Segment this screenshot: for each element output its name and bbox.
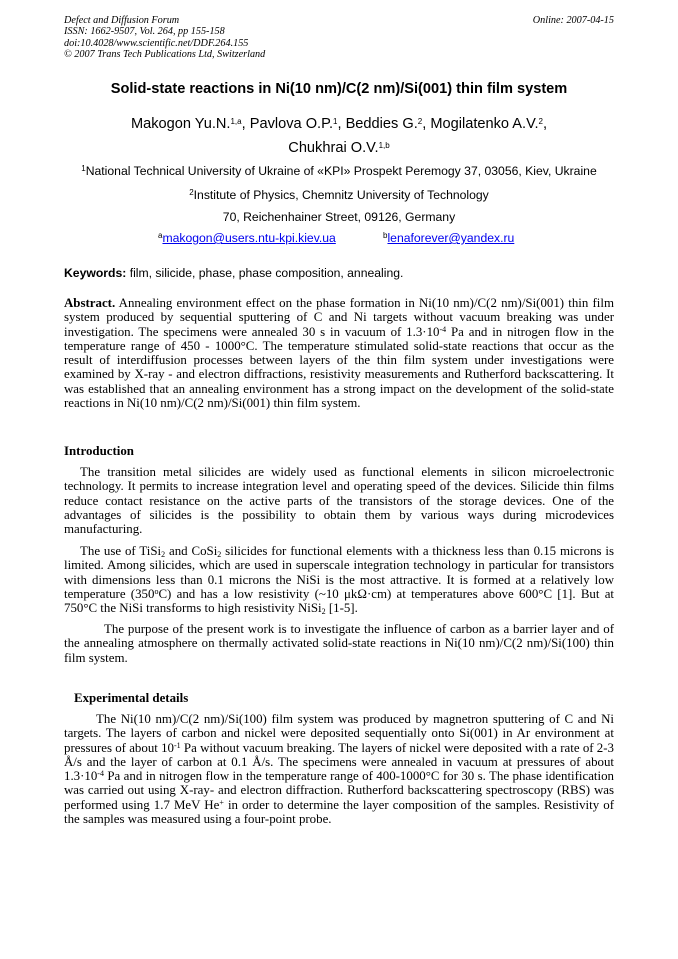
subscript: 2 <box>161 550 166 559</box>
text-run: [1-5]. <box>325 601 358 616</box>
author-name: Chukhrai O.V. <box>288 140 379 156</box>
keywords-label: Keywords: <box>64 266 127 280</box>
author-name: Makogon Yu.N. <box>130 116 231 132</box>
affiliation-2 <box>64 188 614 202</box>
text-run: silicides for functional elements with a thickness less than 0.15 microns is limited. Among silicides, which are used in superscale integration technology in particular for transistors with dimensions less than 0.1 microns the NiSi is the most attractive. It is formed at a relatively low temperature (350 <box>64 544 615 601</box>
author-affil-mark: 2 <box>538 117 543 126</box>
author-affil-mark: 1,b <box>378 141 390 150</box>
author-name: , Pavlova O.P. <box>241 116 334 132</box>
author-name: , Mogilatenko A.V. <box>422 116 539 132</box>
keywords <box>64 266 403 280</box>
doi-line: doi:10.4028/www.scientific.net/DDF.264.155 <box>64 37 249 49</box>
email-link-a[interactable]: makogon@users.ntu-kpi.kiev.ua <box>162 231 336 245</box>
text-run: The use of TiSi <box>80 544 162 558</box>
affil-text: Institute of Physics, Chemnitz University of Technology <box>193 188 489 202</box>
affil-mark: 2 <box>189 188 194 197</box>
email-b[interactable] <box>383 231 514 245</box>
subscript: 2 <box>321 607 326 617</box>
affiliation-2-address: 70, Reichenhainer Street, 09126, Germany <box>222 210 456 224</box>
text-run: The Ni(10 nm)/C(2 nm)/Si(100) film system was produced by magnetron sputtering of C and Ni targets. The layers of carbon and nickel were deposited sequentially onto Si(001) in Ar environment at pressures of about 10 <box>64 712 614 755</box>
degree-mark: o <box>154 586 159 596</box>
journal-header <box>64 15 265 60</box>
intro-paragraph-2 <box>64 544 614 615</box>
email-link-b[interactable]: lenaforever@yandex.ru <box>387 231 515 245</box>
email-mark: b <box>383 231 388 240</box>
abstract <box>64 296 614 410</box>
author-affil-mark: 2 <box>417 117 423 126</box>
text-run: C) and has a low resistivity (~10 μkΩ·cm) at temperatures above 600°C [1]. But at 750°C the NiSi transforms to high resistivity NiSi <box>64 586 615 616</box>
author-list <box>64 112 614 160</box>
exponent: -1 <box>174 740 181 750</box>
intro-paragraph-1: The transition metal silicides are widely used as functional elements in silicon microelectronic technology. It permits to increase integration level and operating speed of the devices. Silicide thin films reduce contact resistance on the active parts of the transistors of the storage devices. One of the advantages of silicides is the possibility to obtain them by various ways during microdevices manufacturing. <box>64 465 614 537</box>
copyright-line: © 2007 Trans Tech Publications Ltd, Switzerland <box>64 48 266 60</box>
section-heading-experimental: Experimental details <box>74 691 189 705</box>
email-a[interactable] <box>158 231 336 245</box>
journal-name: Defect and Diffusion Forum <box>64 15 180 26</box>
abstract-text: Pa and in nitrogen flow in the temperature range of 450 - 1000°C. The temperature stimulated solid-state reactions that occur as the result of interdiffusion processes between layers of the thin film system under investigations were examined by X-ray - and electron diffractions, resistivity measurements and Rutherford backscattering. It was established that an annealing environment has a strong impact on the development of the solid-state reactions in Ni(10 nm)/C(2 nm)/Si(001) thin film system. <box>64 324 614 411</box>
text-run: and CoSi <box>165 544 218 558</box>
email-mark: a <box>158 231 163 240</box>
abstract-label: Abstract. <box>64 296 116 310</box>
online-date: Online: 2007-04-15 <box>532 15 614 26</box>
author-affil-mark: 1,a <box>230 117 242 126</box>
ion-charge: + <box>219 797 224 807</box>
section-heading-introduction: Introduction <box>64 444 134 458</box>
exponent: -4 <box>439 324 447 334</box>
author-separator: , <box>542 116 548 132</box>
intro-paragraph-3: The purpose of the present work is to investigate the influence of carbon as a barrier layer and of the annealing atmosphere on thermally activated solid-state reactions in Ni(10 nm)/C(2 nm)/Si(100) thin film system. <box>64 622 614 665</box>
exponent: -4 <box>97 769 104 779</box>
abstract-text: Annealing environment effect on the phase formation in Ni(10 nm)/C(2 nm)/Si(001) thin film system produced by sequential sputtering of C and Ni targets without vacuum breaking was under investigation. The specimens were annealed 30 s in vacuum of 1.3·10 <box>64 296 614 339</box>
author-affil-mark: 1 <box>333 117 338 126</box>
experimental-paragraph <box>64 712 614 826</box>
subscript: 2 <box>217 550 222 559</box>
issn-line: ISSN: 1662-9507, Vol. 264, pp 155-158 <box>64 26 225 38</box>
text-run: Pa without vacuum breaking. The layers of nickel were deposited with a rate of 2-3 Å/s and the layer of carbon at 0.1 Å/s. The specimens were annealed in vacuum at pressures of about 1.3·10 <box>64 740 614 784</box>
author-name: , Beddies G. <box>337 116 418 132</box>
affil-text: National Technical University of Ukraine of «KPI» Prospekt Peremogy 37, 03056, Kiev, Ukraine <box>85 164 597 178</box>
paper-title: Solid-state reactions in Ni(10 nm)/C(2 nm)/Si(001) thin film system <box>110 81 568 97</box>
affil-mark: 1 <box>81 164 86 173</box>
text-run: in order to determine the layer composition of the samples. Resistivity of the samples was measured using a four-point probe. <box>64 797 614 827</box>
affiliation-1 <box>64 164 614 178</box>
text-run: Pa and in nitrogen flow in the temperature range of 400-1000°C for 30 s. The phase identification was carried out using X-ray- and electron diffraction. Rutherford backscattering spectroscopy (RBS) was performed using 1.7 MeV He <box>64 769 614 812</box>
keywords-text: film, silicide, phase, phase composition, annealing. <box>126 266 404 280</box>
